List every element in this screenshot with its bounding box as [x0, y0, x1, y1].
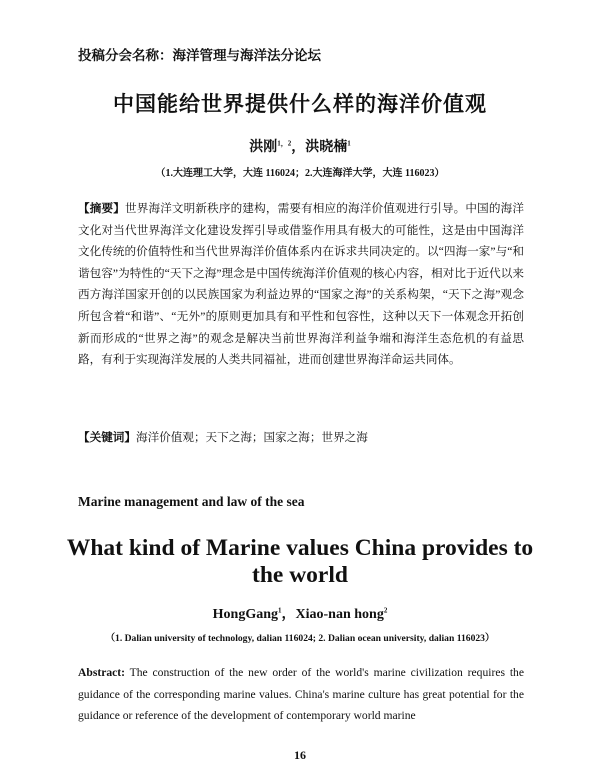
english-author-1: HongGang — [212, 607, 279, 622]
chinese-author-2: 洪晓楠 — [305, 140, 348, 155]
chinese-keywords-text: 海洋价值观；天下之海；国家之海；世界之海 — [135, 431, 368, 444]
chinese-abstract — [78, 198, 524, 371]
chinese-author-1: 洪刚 — [249, 140, 278, 155]
english-abstract-text: The construction of the new order of the world's marine civilization requires the guidance of the corresponding marine values. China's marine culture has great potential for the guidance or reference of the development of contemporary world marine — [78, 666, 524, 722]
chinese-abstract-text: 世界海洋文明新秩序的建构，需要有相应的海洋价值观进行引导。中国的海洋文化对当代世界海洋文化建设发挥引导或借鉴作用具有极大的可能性，这是由中国海洋文化传统的价值特性和当代世界海洋价值体系内在诉求共同决定的。以“四海一家”与“和谐包容”为特性的“天下之海”理念是中国传统海洋价值观的核心内容，相对比于近代以来西方海洋国家开创的以民族国家为利益边界的“国家之海”的关系构架，“天下之海”观念所包含着“和谐”、“无外”的原则更加具有和平性和包容性，这种以天下一体观念开拓创新而形成的“世界之海”的观念是解决当前世界海洋利益争端和海洋生态危机的有益思路，有利于实现海洋发展的人类共同福祉，进而创建世界海洋命运共同体。 — [78, 202, 524, 367]
chinese-session-name: 海洋管理与海洋法分论坛 — [172, 48, 321, 63]
chinese-title: 中国能给世界提供什么样的海洋价值观 — [113, 92, 487, 116]
english-author-2: Xiao-nan hong — [295, 607, 384, 622]
page-number: 16 — [294, 748, 306, 762]
chinese-keywords-label: 【关键词】 — [78, 431, 136, 444]
english-author-2-affiliation-mark: 2 — [383, 606, 388, 615]
english-abstract — [78, 662, 524, 727]
chinese-session-label: 投稿分会名称： — [78, 48, 173, 63]
chinese-authors — [0, 136, 600, 156]
chinese-keywords — [78, 429, 524, 445]
english-author-separator: ， — [281, 607, 296, 622]
chinese-author-2-affiliation-mark: 1 — [347, 139, 351, 148]
chinese-author-separator: ， — [291, 140, 306, 155]
chinese-session-line — [78, 44, 321, 64]
english-abstract-label: Abstract: — [78, 666, 126, 679]
english-title: What kind of Marine values China provides to the world — [66, 535, 534, 588]
english-session: Marine management and law of the sea — [78, 494, 305, 509]
chinese-author-1-affiliation-mark: 1，2 — [277, 139, 292, 148]
english-author-1-affiliation-mark: 1 — [278, 606, 282, 615]
english-authors — [0, 603, 600, 623]
chinese-abstract-label: 【摘要】 — [78, 202, 125, 215]
english-affiliation: （1. Dalian university of technology, dalian 116024; 2. Dalian ocean university, dalian 116023） — [105, 633, 495, 644]
chinese-affiliation: （1.大连理工大学，大连 116024；2.大连海洋大学，大连 116023） — [155, 168, 445, 179]
